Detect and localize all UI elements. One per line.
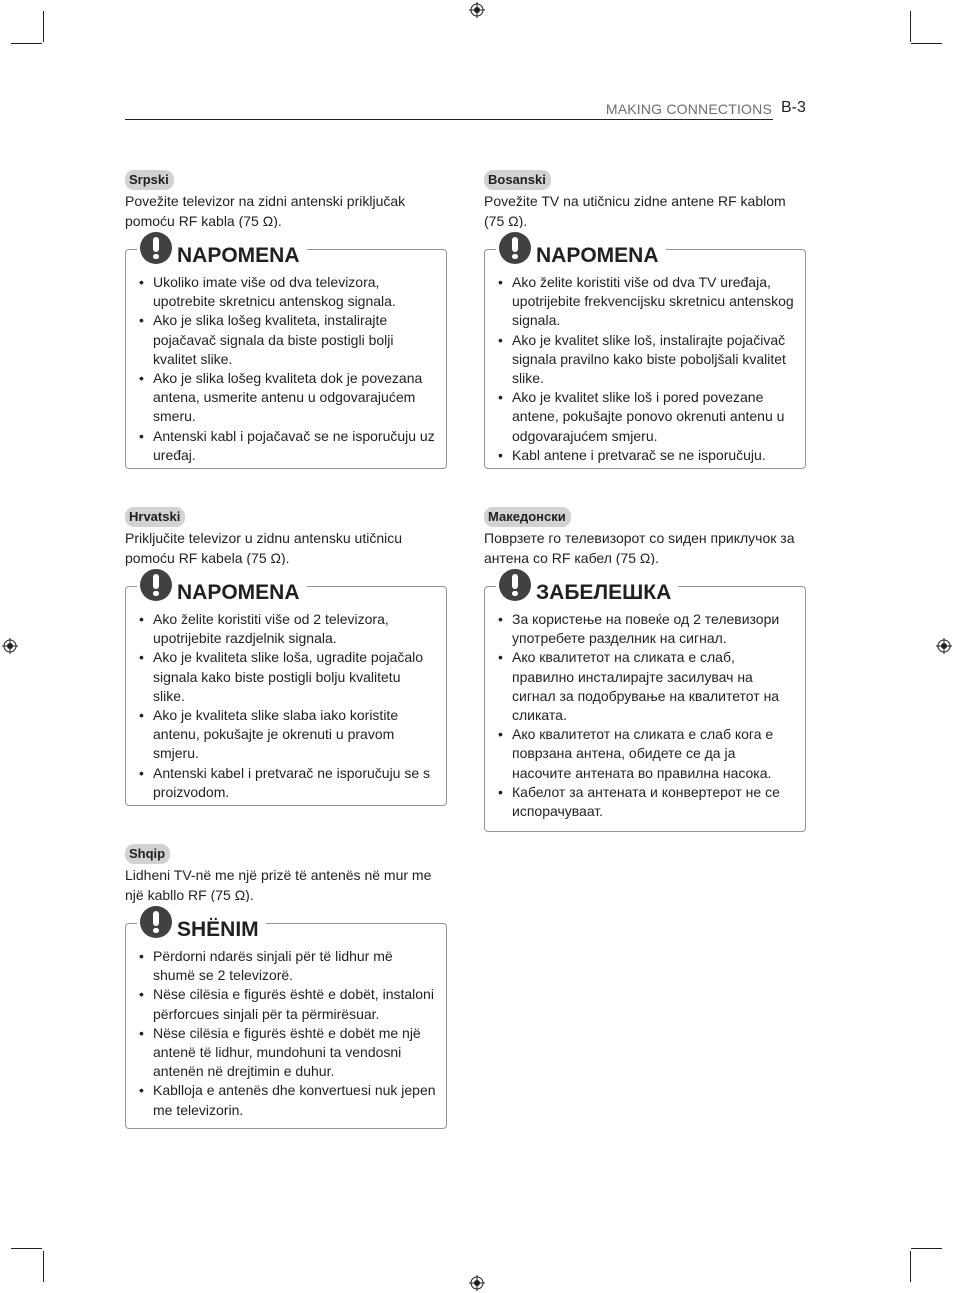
section-lead: Поврзете го телевизорот со ѕиден приклучок за антена со RF кабел (75 Ω). [484,530,795,566]
section-bosanski [484,170,806,469]
list-item: • Ako je kvaliteta slike slaba iako koristite antenu, pokušajte je okrenuti u pravom smjeru. [138,706,436,764]
page-number: B-3 [781,99,806,116]
registration-mark-icon [469,2,485,18]
language-tag: Македонски [484,507,571,527]
list-item: • Ako je slika lošeg kvaliteta dok je povezana antena, usmerite antenu u odgovarajućem smeru. [138,369,436,427]
note-title: NAPOMENA [177,581,300,604]
note-list [138,947,436,1120]
note-list [138,610,436,802]
note-box [484,581,806,832]
note-box [125,918,447,1129]
language-tag: Shqip [125,844,170,864]
crop-mark [910,11,911,42]
section-hrvatski [125,507,447,806]
section-shqip [125,844,447,1129]
list-item: • Ako je kvalitet slike loš, instalirajte pojačivač signala pravilno kako biste poboljšali kvalitet slike. [497,331,795,389]
registration-mark-icon [936,638,952,654]
note-header [496,228,666,267]
note-header [496,565,678,604]
note-list [138,273,436,465]
list-item: • Antenski kabl i pojačavač se ne isporučuju uz uređaj. [138,427,436,465]
list-item: • Antenski kabel i pretvarač ne isporučuju se s proizvodom. [138,764,436,802]
list-item: • За користење на повеќе од 2 телевизори употребете разделник на сигнал. [497,610,795,648]
exclamation-icon [499,569,531,601]
note-title: ЗАБЕЛЕШКА [536,581,672,604]
exclamation-icon [140,569,172,601]
section-lead: Povežite televizor na zidni antenski priključak pomoću RF kabla (75 Ω). [125,193,406,229]
note-list [497,610,795,821]
section-lead: Povežite TV na utičnicu zidne antene RF kablom (75 Ω). [484,193,786,229]
language-tag: Hrvatski [125,507,185,527]
list-item: • Ако квалитетот на сликата е слаб кога е поврзана антена, обидете се да ја насочите антената во правилна насока. [497,725,795,783]
section-srpski [125,170,447,469]
crop-mark [43,1251,44,1282]
list-item: • Përdorni ndarës sinjali për të lidhur më shumë se 2 televizorë. [138,947,436,985]
exclamation-icon [140,906,172,938]
note-title: NAPOMENA [536,244,659,267]
crop-mark [911,1248,942,1249]
list-item: • Кабелот за антената и конвертерот не се испорачуваат. [497,783,795,821]
note-title: NAPOMENA [177,244,300,267]
header-section-title: MAKING CONNECTIONS [605,101,772,117]
list-item: • Ako želite koristiti više od dva TV uređaja, upotrijebite frekvencijsku skretnicu antenskog signala. [497,273,795,331]
list-item: • Kablloja e antenës dhe konvertuesi nuk jepen me televizorin. [138,1081,436,1119]
registration-mark-icon [469,1275,485,1291]
language-tag: Srpski [125,170,174,190]
list-item: • Ako je kvaliteta slike loša, ugradite pojačalo signala kako biste postigli bolju kvalitetu slike. [138,648,436,706]
list-item: • Ako želite koristiti više od 2 televizora, upotrijebite razdjelnik signala. [138,610,436,648]
list-item: • Ukoliko imate više od dva televizora, upotrebite skretnicu antenskog signala. [138,273,436,311]
note-box [125,244,447,469]
language-tag: Bosanski [484,170,551,190]
note-list [497,273,795,465]
list-item: • Nëse cilësia e figurës është e dobët, instaloni përforcues sinjali për ta përmirësuar. [138,985,436,1023]
header-rule [125,119,773,120]
crop-mark [911,43,942,44]
list-item: • Nëse cilësia e figurës është e dobët me një antenë të lidhur, mundohuni ta vendosni antenën në drejtimin e duhur. [138,1024,436,1082]
registration-mark-icon [2,638,18,654]
crop-mark [11,43,42,44]
crop-mark [43,11,44,42]
note-header [137,228,307,267]
exclamation-icon [140,232,172,264]
section-lead: Priključite televizor u zidnu antensku utičnicu pomoću RF kabela (75 Ω). [125,530,403,566]
list-item: • Ako je kvalitet slike loš i pored povezane antene, pokušajte ponovo okrenuti antenu u odgovarajućem smjeru. [497,388,795,446]
list-item: • Ako je slika lošeg kvaliteta, instalirajte pojačavač signala da biste postigli bolji kvalitet slike. [138,311,436,369]
list-item: • Kabl antene i pretvarač se ne isporučuju. [497,446,795,465]
note-box [125,581,447,806]
section-makedonski [484,507,806,832]
note-header [137,565,307,604]
list-item: • Ако квалитетот на сликата е слаб, правилно инсталирајте засилувач на сигнал за подобрување на квалитетот на сликата. [497,648,795,725]
note-box [484,244,806,469]
note-header [137,902,266,941]
crop-mark [11,1248,42,1249]
crop-mark [910,1251,911,1282]
exclamation-icon [499,232,531,264]
note-title: SHËNIM [177,918,259,941]
section-lead: Lidheni TV-në me një prizë të antenës në mur me një kabllo RF (75 Ω). [125,867,432,903]
